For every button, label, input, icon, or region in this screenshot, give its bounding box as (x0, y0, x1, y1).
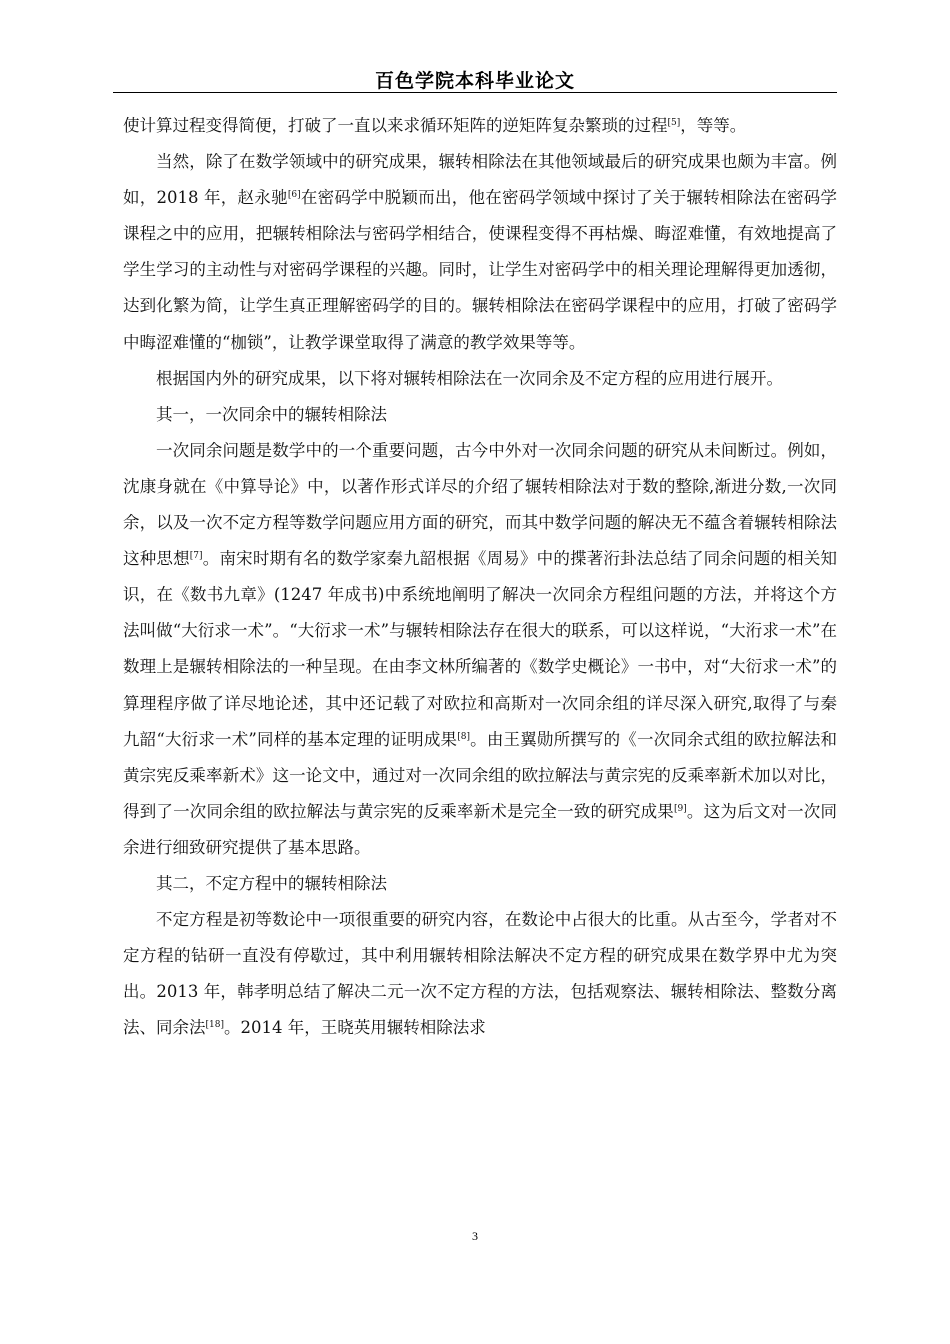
paragraph-text: 在密码学中脱颖而出，他在密码学领域中探讨了关于辗转相除法在密码学课程之中的应用，把辗转相除法与密码学相结合，使课程变得不再枯燥、晦涩难懂，有效地提高了学生学习的主动性与对密码学课程的兴趣。同时，让学生对密码学中的相关理论理解得更加透彻，达到化繁为简，让学生真正理解密码学的目的。辗转相除法在密码学课程中的应用，打破了密码学中晦涩难懂的“枷锁”，让教学课堂取得了满意的教学效果等等。 (123, 188, 837, 352)
section-heading-text: 其二，不定方程中的辗转相除法 (156, 873, 387, 893)
body-text (123, 108, 837, 1046)
paragraph-text: 。由王翼勋所撰写的《一次同余式组的欧拉解法和黄宗宪反乘率新术》这一论文中，通过对一次同余组的欧拉解法与黄宗宪的反乘率新术加以对比，得到了一次同余组的欧拉解法与黄宗宪的反乘率新术是完全一致的研究成果 (123, 729, 837, 821)
citation-ref: [9] (673, 803, 687, 814)
paragraph (123, 361, 837, 397)
page-number: 3 (472, 1229, 478, 1243)
paragraph-text: ，等等。 (680, 116, 747, 135)
page-header-title: 百色学院本科毕业论文 (374, 70, 575, 92)
paragraph (123, 433, 837, 866)
paragraph-text: 。这为后文对一次同余进行细致研究提供了基本思路。 (123, 801, 838, 857)
citation-ref: [7] (189, 551, 203, 562)
paragraph (123, 144, 837, 361)
paragraph-text: 不定方程是初等数论中一项很重要的研究内容，在数论中占很大的比重。从古至今，学者对不定方程的钻研一直没有停歇过，其中利用辗转相除法解决不定方程的研究成果在数学界中尤为突出。2013 年，韩孝明总结了解决二元一次不定方程的方法，包括观察法、辗转相除法、整数分离法、同余法 (123, 910, 837, 1038)
header-rule (113, 92, 837, 93)
paragraph-text: 。南宋时期有名的数学家秦九韶根据《周易》中的揲著洐卦法总结了同余问题的相关知识，在《数书九章》(1247 年成书)中系统地阐明了解决一次同余方程组问题的方法，并将这个方法叫做“大衍求一术”。“大衍求一术”与辗转相除法存在很大的联系，可以这样说，“大洐求一术”在数理上是辗转相除法的一种呈现。在由李文林所编著的《数学史概论》一书中，对“大衍求一术”的算理程序做了详尽地论述，其中还记载了对欧拉和高斯对一次同余组的详尽深入研究,取得了与秦九韶“大衍求一术”同样的基本定理的证明成果 (123, 549, 838, 749)
paragraph-text: 。2014 年，王晓英用辗转相除法求 (223, 1018, 486, 1038)
citation-ref: [5] (667, 118, 681, 128)
section-heading-text: 其一，一次同余中的辗转相除法 (156, 404, 387, 424)
paragraph-text: 使计算过程变得简便，打破了一直以来求循环矩阵的逆矩阵复杂繁琐的过程 (123, 116, 668, 135)
section-heading (123, 866, 837, 902)
paragraph-text: 一次同余问题是数学中的一个重要问题，古今中外对一次同余问题的研究从未间断过。例如，沈康身就在《中算导论》中，以著作形式详尽的介绍了辗转相除法对于数的整除,渐进分数,一次同余，以及一次不定方程等数学问题应用方面的研究，而其中数学问题的解决无不蕴含着辗转相除法这种思想 (123, 440, 837, 569)
paragraph-text: 当然，除了在数学领域中的研究成果，辗转相除法在其他领域最后的研究成果也颇为丰富。例如，2018 年，赵永驰 (123, 152, 837, 208)
paragraph (123, 902, 837, 1046)
citation-ref: [18] (205, 1020, 224, 1031)
paragraph (123, 108, 837, 144)
section-heading (123, 397, 837, 433)
citation-ref: [8] (457, 731, 470, 742)
citation-ref: [6] (287, 190, 301, 201)
paragraph-text: 根据国内外的研究成果，以下将对辗转相除法在一次同余及不定方程的应用进行展开。 (156, 368, 783, 388)
